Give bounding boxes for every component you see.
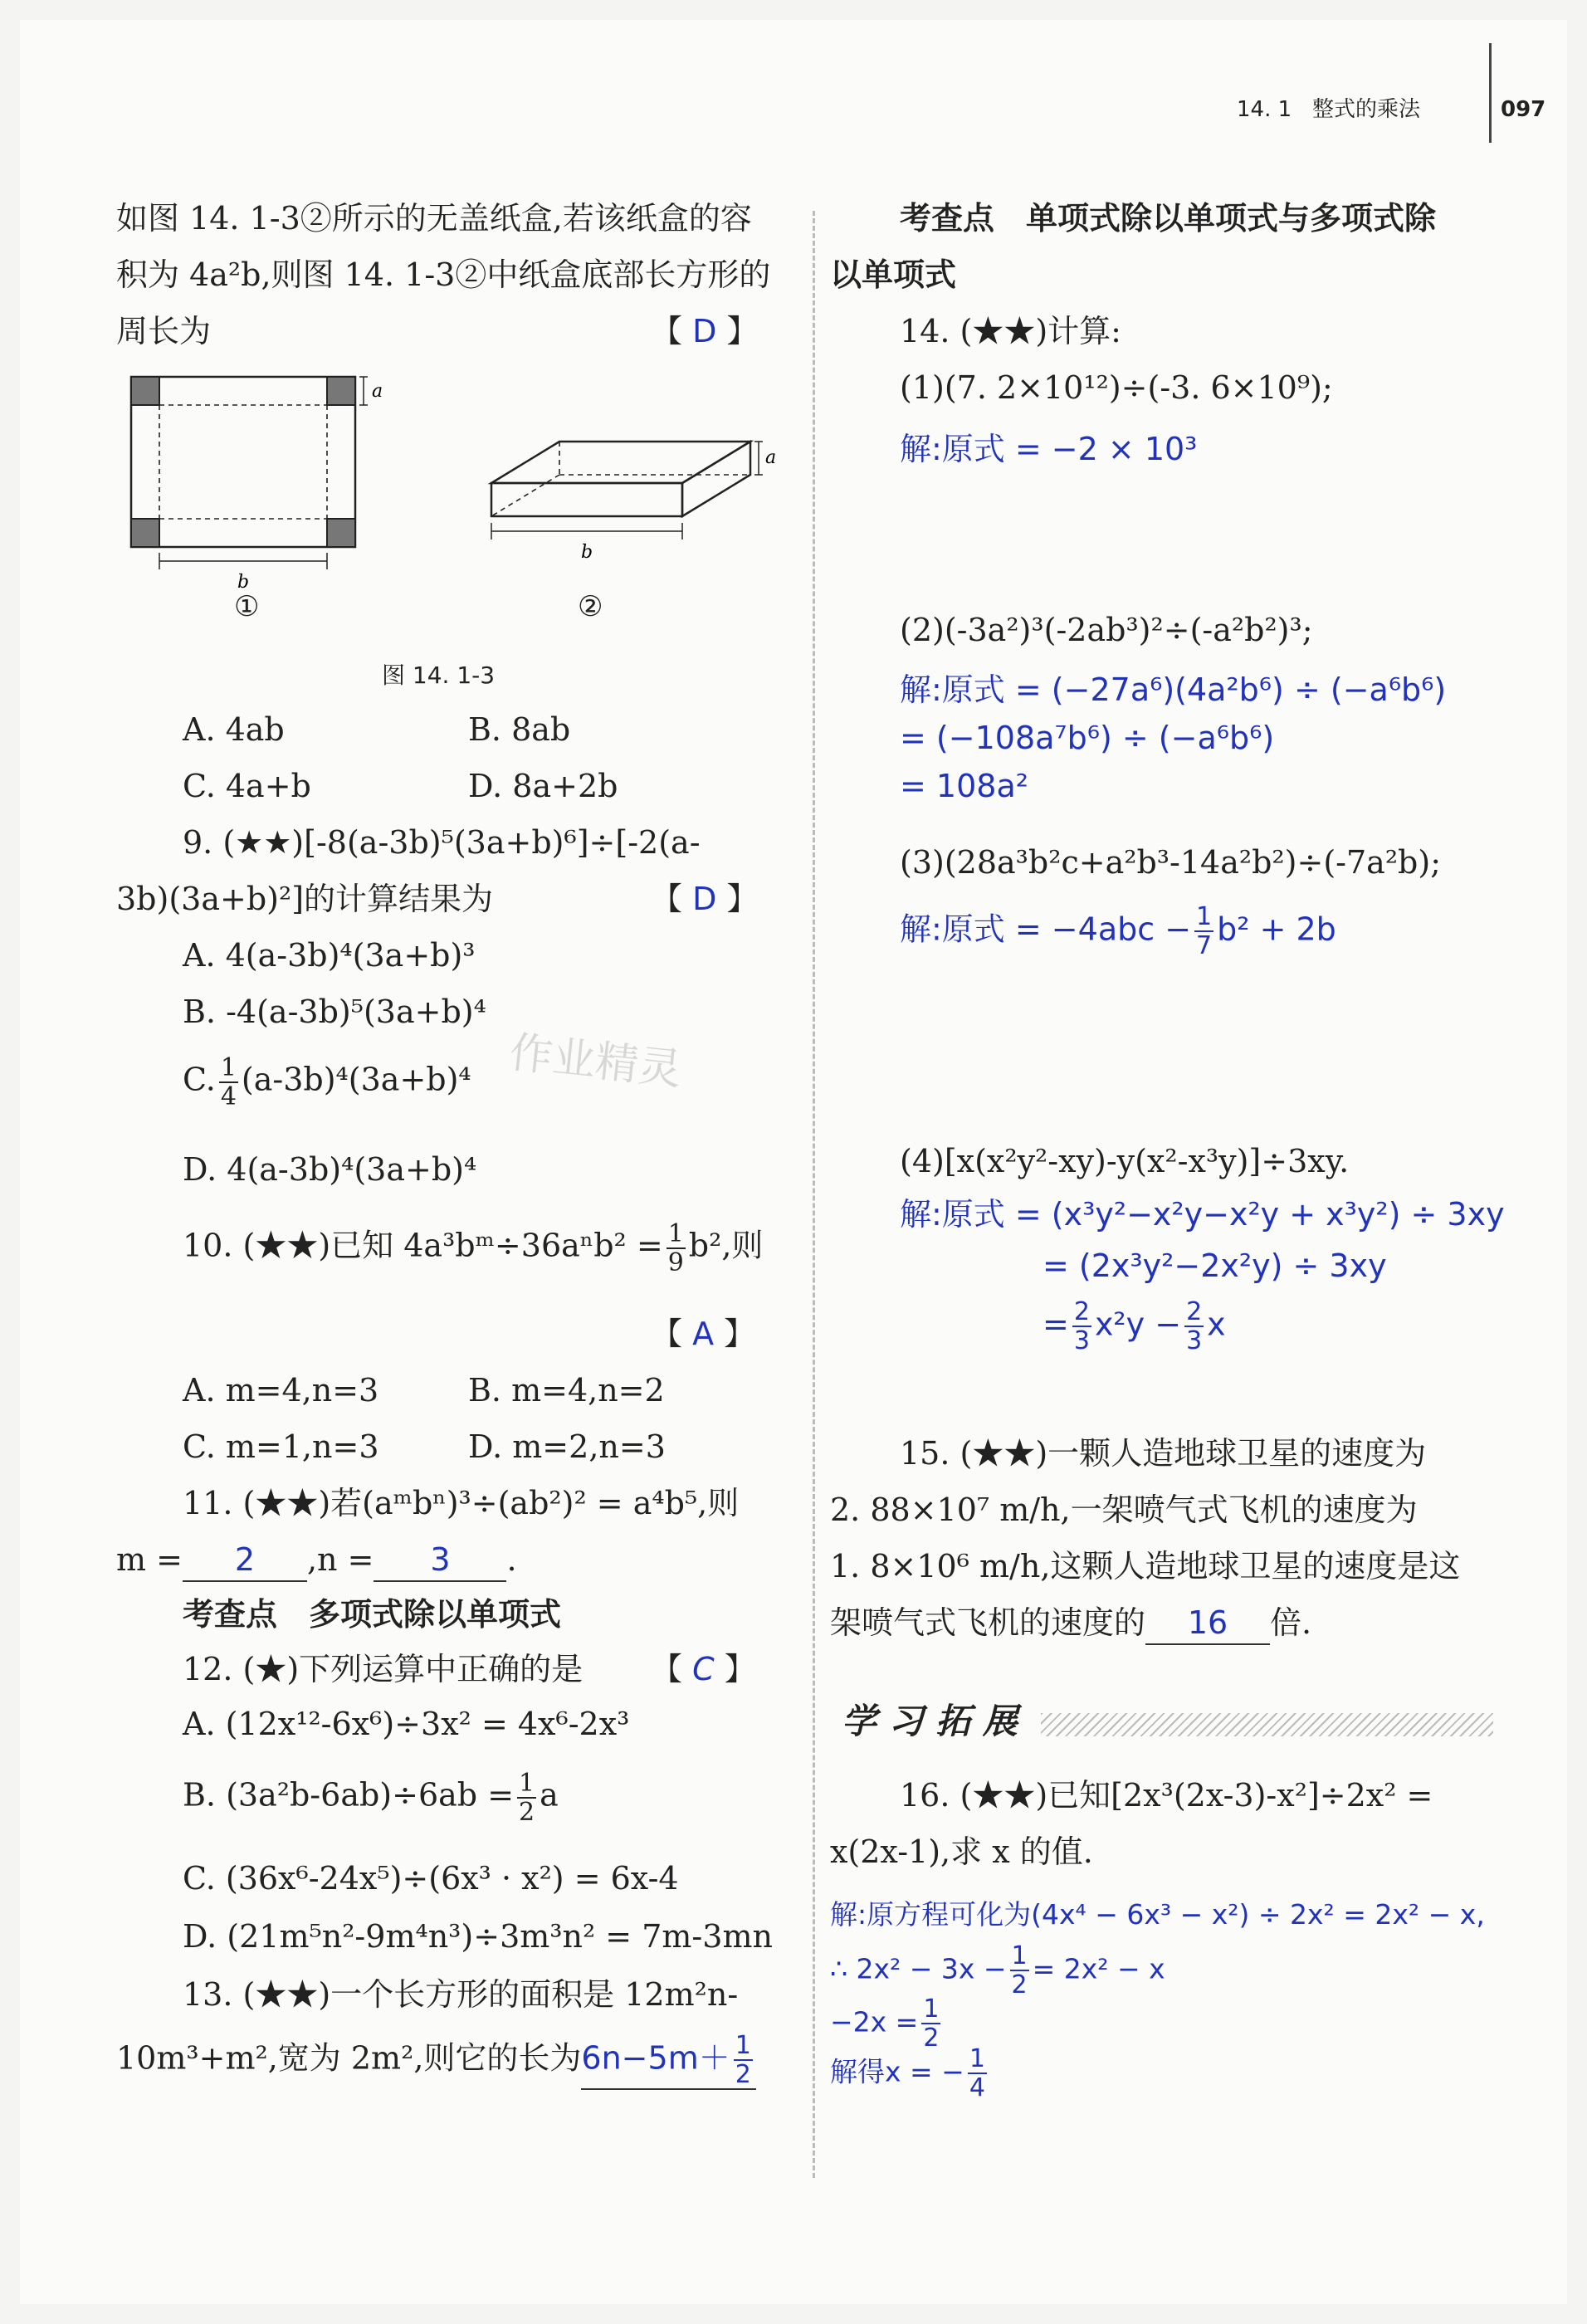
q11-m-answer: 2 [183, 1540, 307, 1582]
q12-option-d: D. (21m⁵n²-9m⁴n³)÷3m³n² = 7m-3mn [183, 1918, 773, 1955]
q14-3-solution-text: 解:原式 = −4abc − [900, 911, 1192, 948]
q14-4: (4)[x(x²y²-xy)-y(x²-x³y)]÷3xy. [900, 1143, 1350, 1179]
fig2-label: ② [578, 590, 603, 623]
q16-fraction-1 [1010, 1942, 1029, 1999]
fig2-label-a: a [765, 447, 777, 468]
q12-b-fraction [517, 1770, 536, 1826]
section-title-poly-division: 考查点 多项式除以单项式 [183, 1596, 562, 1633]
q8-intro-line3: 周长为 [116, 313, 212, 349]
q16-denominator-2: 2 [923, 2024, 940, 2053]
q15-line2: 2. 88×10⁷ m/h,一架喷气式飞机的速度为 [830, 1492, 1418, 1528]
q8-option-d: D. 8a+2b [468, 768, 618, 804]
q16-numerator-1: 1 [1011, 1941, 1028, 1970]
q13-answer [581, 2032, 755, 2090]
fig1-label-a: a [372, 381, 383, 402]
header-rule [1489, 43, 1492, 143]
q10-stem-text: 10. (★★)已知 4a³bᵐ÷36aⁿb² = [183, 1227, 663, 1264]
q14-3: (3)(28a³b²c+a²b³-14a²b²)÷(-7a²b); [900, 844, 1442, 881]
q10-stem-end: b²,则 [688, 1227, 764, 1264]
q16-fraction-3 [968, 2045, 987, 2102]
q10-denominator: 9 [667, 1248, 684, 1277]
q12-answer-bracket: 【 C 】 [651, 1651, 756, 1687]
figure-box-net [125, 369, 407, 618]
header-section [1237, 96, 1420, 124]
q16-solution-line2 [830, 1942, 1165, 1999]
q8-answer: D [692, 313, 717, 349]
q13-line2 [116, 2032, 756, 2090]
q12-stem: 12. (★)下列运算中正确的是 [183, 1651, 584, 1687]
q16-solution-line4 [830, 2045, 990, 2102]
watermark: 作业精灵 [506, 1028, 685, 1096]
q12-option-b-text: B. (3a²b-6ab)÷6ab = [183, 1776, 515, 1814]
q14-2-solution-line3: = 108a² [900, 768, 1028, 804]
section-title-extension: 学 习 拓 展 [842, 1701, 1018, 1741]
q16-numerator-2: 1 [923, 1994, 940, 2024]
q8-option-c: C. 4a+b [183, 768, 311, 804]
fig1-label: ① [234, 590, 260, 623]
q12-b-numerator: 1 [519, 1769, 535, 1798]
q14-2-solution-line2: = (−108a⁷b⁶) ÷ (−a⁶b⁶) [900, 720, 1275, 756]
q14-3-denominator: 7 [1196, 931, 1213, 960]
q16-line1: 16. (★★)已知[2x³(2x-3)-x²]÷2x² = [900, 1777, 1433, 1814]
q16-solution-line3-text: −2x = [830, 2005, 919, 2038]
q9-option-c-prefix: C. [183, 1061, 216, 1098]
q14-4-fraction-1 [1072, 1298, 1091, 1355]
q14-1-solution: 解:原式 = −2 × 10³ [900, 431, 1198, 467]
q16-solution-line2-end: = 2x² − x [1032, 1952, 1165, 1985]
q12-option-c: C. (36x⁶-24x⁵)÷(6x³ · x²) = 6x-4 [183, 1860, 679, 1897]
q10-answer-bracket: 【 A 】 [651, 1316, 756, 1352]
q14-4-solution-line2: = (2x³y²−2x²y) ÷ 3xy [1043, 1247, 1387, 1284]
q9-option-a: A. 4(a-3b)⁴(3a+b)³ [183, 937, 476, 974]
q10-stem [183, 1220, 763, 1277]
q13-answer-text: 6n−5m＋ [581, 2039, 730, 2077]
q15-end: 倍. [1270, 1604, 1312, 1641]
q9-option-d: D. 4(a-3b)⁴(3a+b)⁴ [183, 1151, 477, 1188]
q9-answer: D [692, 881, 717, 917]
header-title: 整式的乘法 [1311, 97, 1420, 122]
q9-option-c-body: (a-3b)⁴(3a+b)⁴ [241, 1061, 471, 1098]
q11-end: . [506, 1541, 517, 1578]
q16-numerator-3: 1 [969, 2044, 985, 2073]
q9-c-numerator: 1 [220, 1053, 237, 1082]
q14-2-solution-line1: 解:原式 = (−27a⁶)(4a²b⁶) ÷ (−a⁶b⁶) [900, 671, 1447, 708]
q13-answer-numerator: 1 [735, 2031, 751, 2060]
header-section-number: 14. 1 [1237, 97, 1292, 122]
q8-intro-line2: 积为 4a²b,则图 14. 1-3②中纸盒底部长方形的 [116, 256, 771, 293]
q11-fill-line [116, 1540, 517, 1582]
q9-c-denominator: 4 [220, 1082, 237, 1111]
q10-numerator: 1 [667, 1219, 684, 1248]
q8-option-a: A. 4ab [183, 711, 285, 748]
q9-option-c-fraction [219, 1054, 238, 1111]
page-number: 097 [1501, 97, 1546, 122]
figure-box-3d [485, 425, 784, 574]
q14-4-solution-line3 [1043, 1298, 1226, 1355]
q14-4-middle: x²y − [1094, 1306, 1182, 1343]
fig1-label-b: b [237, 572, 250, 593]
q16-denominator-1: 2 [1011, 1970, 1028, 1999]
q16-solution-line1: 解:原方程可化为(4x⁴ − 6x³ − x²) ÷ 2x² = 2x² − x, [830, 1898, 1485, 1931]
q15-line1: 15. (★★)一颗人造地球卫星的速度为 [900, 1435, 1427, 1472]
q12-b-denominator: 2 [519, 1798, 535, 1827]
q9-line2: 3b)(3a+b)²]的计算结果为 [116, 881, 494, 917]
fig2-label-b: b [581, 542, 593, 563]
q8-intro-line1: 如图 14. 1-3②所示的无盖纸盒,若该纸盒的容 [116, 200, 752, 237]
q13-answer-fraction [734, 2032, 753, 2088]
q10-option-a: A. m=4,n=3 [183, 1372, 379, 1409]
q14-4-numerator-2: 2 [1186, 1297, 1203, 1326]
q8-answer-bracket: 【 D 】 [651, 313, 759, 349]
q16-fraction-2 [921, 1995, 940, 2052]
figure-caption: 图 14. 1-3 [382, 662, 496, 689]
q9-line1: 9. (★★)[-8(a-3b)⁵(3a+b)⁶]÷[-2(a- [183, 824, 701, 861]
q14-2: (2)(-3a²)³(-2ab³)²÷(-a²b²)³; [900, 612, 1313, 648]
q9-answer-bracket: 【 D 】 [651, 881, 759, 917]
section-stripe-decoration [1041, 1713, 1493, 1736]
page [20, 20, 1567, 2304]
q14-stem: 14. (★★)计算: [900, 313, 1121, 349]
q11-n-label: ,n = [306, 1541, 374, 1578]
q16-solution-line4-text: 解得x = − [830, 2055, 964, 2088]
q15-answer: 16 [1145, 1604, 1270, 1645]
q14-4-solution-line1: 解:原式 = (x³y²−x²y−x²y + x³y²) ÷ 3xy [900, 1196, 1505, 1233]
section-title-mono-division-2: 以单项式 [830, 256, 957, 293]
q10-answer: A [692, 1316, 715, 1352]
q14-4-end: x [1207, 1306, 1226, 1343]
q9-option-b: B. -4(a-3b)⁵(3a+b)⁴ [183, 994, 486, 1030]
q14-3-fraction [1194, 903, 1213, 959]
q10-option-b: B. m=4,n=2 [468, 1372, 665, 1409]
q12-answer: C [692, 1651, 715, 1687]
q10-option-d: D. m=2,n=3 [468, 1428, 666, 1465]
q10-option-c: C. m=1,n=3 [183, 1428, 379, 1465]
q9-option-c [183, 1054, 471, 1111]
q11-n-answer: 3 [374, 1540, 506, 1582]
q16-solution-line2-text: ∴ 2x² − 3x − [830, 1952, 1007, 1985]
q12-option-b-end: a [540, 1776, 559, 1814]
q8-option-b: B. 8ab [468, 711, 571, 748]
q14-4-numerator-1: 2 [1073, 1297, 1090, 1326]
q13-answer-denominator: 2 [735, 2060, 751, 2089]
q16-denominator-3: 4 [969, 2073, 985, 2102]
q15-line3: 1. 8×10⁶ m/h,这颗人造地球卫星的速度是这 [830, 1548, 1461, 1584]
q13-line2-text: 10m³+m²,宽为 2m²,则它的长为 [116, 2039, 582, 2077]
q11-m-label: m = [116, 1541, 183, 1578]
q12-option-b [183, 1770, 559, 1826]
q14-4-denominator-1: 3 [1073, 1326, 1090, 1355]
q16-solution-line3 [830, 1995, 944, 2052]
q13-line1: 13. (★★)一个长方形的面积是 12m²n- [183, 1976, 739, 2013]
q10-fraction [667, 1220, 686, 1277]
q14-3-solution [900, 903, 1336, 959]
q16-line2: x(2x-1),求 x 的值. [830, 1833, 1093, 1870]
q15-line4-text: 架喷气式飞机的速度的 [830, 1604, 1146, 1641]
section-title-mono-division: 考查点 单项式除以单项式与多项式除 [900, 200, 1437, 237]
q14-1: (1)(7. 2×10¹²)÷(-3. 6×10⁹); [900, 369, 1333, 406]
q14-3-numerator: 1 [1196, 902, 1213, 931]
column-divider [813, 211, 815, 2178]
q15-line4 [830, 1604, 1311, 1645]
q14-3-solution-end: b² + 2b [1217, 911, 1336, 948]
q12-option-a: A. (12x¹²-6x⁶)÷3x² = 4x⁶-2x³ [183, 1706, 630, 1742]
q11-stem: 11. (★★)若(aᵐbⁿ)³÷(ab²)² = a⁴b⁵,则 [183, 1485, 740, 1521]
q14-4-equals: = [1043, 1306, 1069, 1343]
q14-4-fraction-2 [1184, 1298, 1204, 1355]
q14-4-denominator-2: 3 [1186, 1326, 1203, 1355]
